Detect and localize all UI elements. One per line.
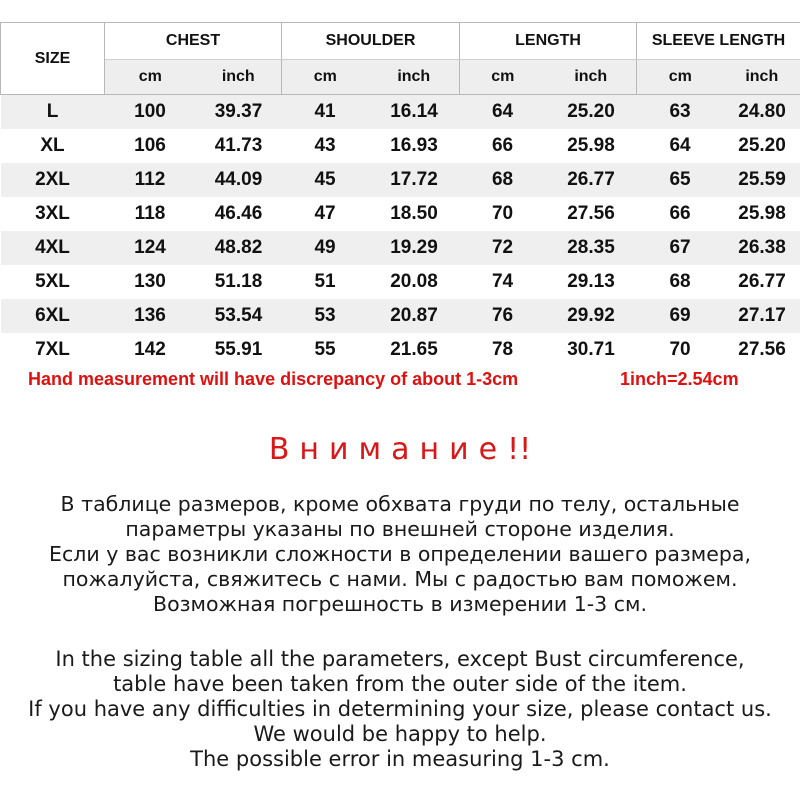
shoulder-inch-cell: 17.72 <box>369 163 460 197</box>
shoulder-cm-cell: 47 <box>282 197 369 231</box>
length-inch-cell: 25.20 <box>546 95 637 130</box>
size-column-header: SIZE <box>1 23 105 95</box>
chest-inch-cell: 55.91 <box>196 333 282 367</box>
sleeve-cm-cell: 65 <box>637 163 724 197</box>
length-inch-cell: 30.71 <box>546 333 637 367</box>
length-cm-cell: 78 <box>460 333 546 367</box>
shoulder-cm-cell: 45 <box>282 163 369 197</box>
english-line: If you have any difficulties in determining your size, please contact us. <box>28 697 772 721</box>
size-cell: 3XL <box>1 197 105 231</box>
chest-cm-cell: 112 <box>105 163 196 197</box>
unit-inch-label: inch <box>369 60 460 95</box>
sleeve-cm-cell: 63 <box>637 95 724 130</box>
attention-word: Внимание <box>268 432 508 467</box>
size-cell: L <box>1 95 105 130</box>
size-cell: XL <box>1 129 105 163</box>
chest-cm-cell: 130 <box>105 265 196 299</box>
unit-cm-label: cm <box>282 60 369 95</box>
length-cm-cell: 66 <box>460 129 546 163</box>
chest-cm-cell: 142 <box>105 333 196 367</box>
unit-cm-label: cm <box>637 60 724 95</box>
sleeve-cm-cell: 64 <box>637 129 724 163</box>
size-table-body <box>1 95 800 368</box>
russian-notice <box>0 492 800 617</box>
russian-line: В таблице размеров, кроме обхвата груди по телу, остальные <box>60 492 740 516</box>
shoulder-inch-cell: 20.08 <box>369 265 460 299</box>
shoulder-inch-cell: 20.87 <box>369 299 460 333</box>
size-cell: 6XL <box>1 299 105 333</box>
length-inch-cell: 29.13 <box>546 265 637 299</box>
english-line: table have been taken from the outer side of the item. <box>113 672 687 696</box>
table-row <box>1 197 800 231</box>
sleeve-cm-cell: 69 <box>637 299 724 333</box>
size-cell: 2XL <box>1 163 105 197</box>
length-inch-cell: 29.92 <box>546 299 637 333</box>
attention-heading <box>0 432 800 467</box>
table-row <box>1 333 800 367</box>
sleeve-inch-cell: 26.38 <box>724 231 800 265</box>
unit-inch-label: inch <box>546 60 637 95</box>
english-line: In the sizing table all the parameters, except Bust circumference, <box>55 647 745 671</box>
chest-cm-cell: 118 <box>105 197 196 231</box>
chest-header: CHEST <box>105 23 282 60</box>
chest-inch-cell: 39.37 <box>196 95 282 130</box>
sleeve-length-header: SLEEVE LENGTH <box>637 23 800 60</box>
length-cm-cell: 64 <box>460 95 546 130</box>
inch-conversion-note: 1inch=2.54cm <box>620 369 739 389</box>
sleeve-inch-cell: 25.20 <box>724 129 800 163</box>
unit-cm-label: cm <box>105 60 196 95</box>
russian-line: пожалуйста, свяжитесь с нами. Мы с радостью вам поможем. <box>62 567 738 591</box>
russian-line: параметры указаны по внешней стороне изделия. <box>125 517 675 541</box>
sleeve-cm-cell: 66 <box>637 197 724 231</box>
table-row <box>1 95 800 130</box>
chest-inch-cell: 53.54 <box>196 299 282 333</box>
unit-cm-label: cm <box>460 60 546 95</box>
shoulder-cm-cell: 43 <box>282 129 369 163</box>
chest-cm-cell: 106 <box>105 129 196 163</box>
unit-inch-label: inch <box>196 60 282 95</box>
size-cell: 4XL <box>1 231 105 265</box>
shoulder-inch-cell: 19.29 <box>369 231 460 265</box>
sleeve-cm-cell: 70 <box>637 333 724 367</box>
length-inch-cell: 28.35 <box>546 231 637 265</box>
english-notice <box>0 647 800 772</box>
length-cm-cell: 68 <box>460 163 546 197</box>
shoulder-inch-cell: 18.50 <box>369 197 460 231</box>
length-inch-cell: 27.56 <box>546 197 637 231</box>
length-cm-cell: 72 <box>460 231 546 265</box>
size-cell: 7XL <box>1 333 105 367</box>
shoulder-inch-cell: 21.65 <box>369 333 460 367</box>
attention-exclamation: !! <box>507 432 532 467</box>
table-row <box>1 231 800 265</box>
sleeve-inch-cell: 24.80 <box>724 95 800 130</box>
discrepancy-note: Hand measurement will have discrepancy of about 1-3cm <box>28 369 519 389</box>
chest-cm-cell: 100 <box>105 95 196 130</box>
chest-inch-cell: 48.82 <box>196 231 282 265</box>
shoulder-cm-cell: 55 <box>282 333 369 367</box>
length-inch-cell: 25.98 <box>546 129 637 163</box>
chest-inch-cell: 41.73 <box>196 129 282 163</box>
shoulder-cm-cell: 51 <box>282 265 369 299</box>
sleeve-inch-cell: 25.59 <box>724 163 800 197</box>
english-line: The possible error in measuring 1-3 cm. <box>190 747 610 771</box>
length-inch-cell: 26.77 <box>546 163 637 197</box>
sleeve-inch-cell: 27.17 <box>724 299 800 333</box>
shoulder-cm-cell: 53 <box>282 299 369 333</box>
length-cm-cell: 70 <box>460 197 546 231</box>
table-row <box>1 129 800 163</box>
length-cm-cell: 74 <box>460 265 546 299</box>
sleeve-inch-cell: 26.77 <box>724 265 800 299</box>
sleeve-inch-cell: 25.98 <box>724 197 800 231</box>
table-row <box>1 299 800 333</box>
length-header: LENGTH <box>460 23 637 60</box>
shoulder-inch-cell: 16.14 <box>369 95 460 130</box>
chest-inch-cell: 46.46 <box>196 197 282 231</box>
unit-header-row <box>1 60 800 95</box>
table-row <box>1 163 800 197</box>
group-header-row <box>1 23 800 60</box>
chest-inch-cell: 44.09 <box>196 163 282 197</box>
size-cell: 5XL <box>1 265 105 299</box>
chest-cm-cell: 136 <box>105 299 196 333</box>
chest-inch-cell: 51.18 <box>196 265 282 299</box>
shoulder-cm-cell: 41 <box>282 95 369 130</box>
length-cm-cell: 76 <box>460 299 546 333</box>
english-line: We would be happy to help. <box>253 722 547 746</box>
unit-inch-label: inch <box>724 60 800 95</box>
russian-line: Возможная погрешность в измерении 1-3 см. <box>153 592 647 616</box>
sleeve-cm-cell: 68 <box>637 265 724 299</box>
shoulder-cm-cell: 49 <box>282 231 369 265</box>
size-table <box>0 22 800 367</box>
sleeve-inch-cell: 27.56 <box>724 333 800 367</box>
shoulder-header: SHOULDER <box>282 23 460 60</box>
sleeve-cm-cell: 67 <box>637 231 724 265</box>
chest-cm-cell: 124 <box>105 231 196 265</box>
shoulder-inch-cell: 16.93 <box>369 129 460 163</box>
russian-line: Если у вас возникли сложности в определении вашего размера, <box>49 542 751 566</box>
table-row <box>1 265 800 299</box>
measurement-note <box>28 369 788 390</box>
